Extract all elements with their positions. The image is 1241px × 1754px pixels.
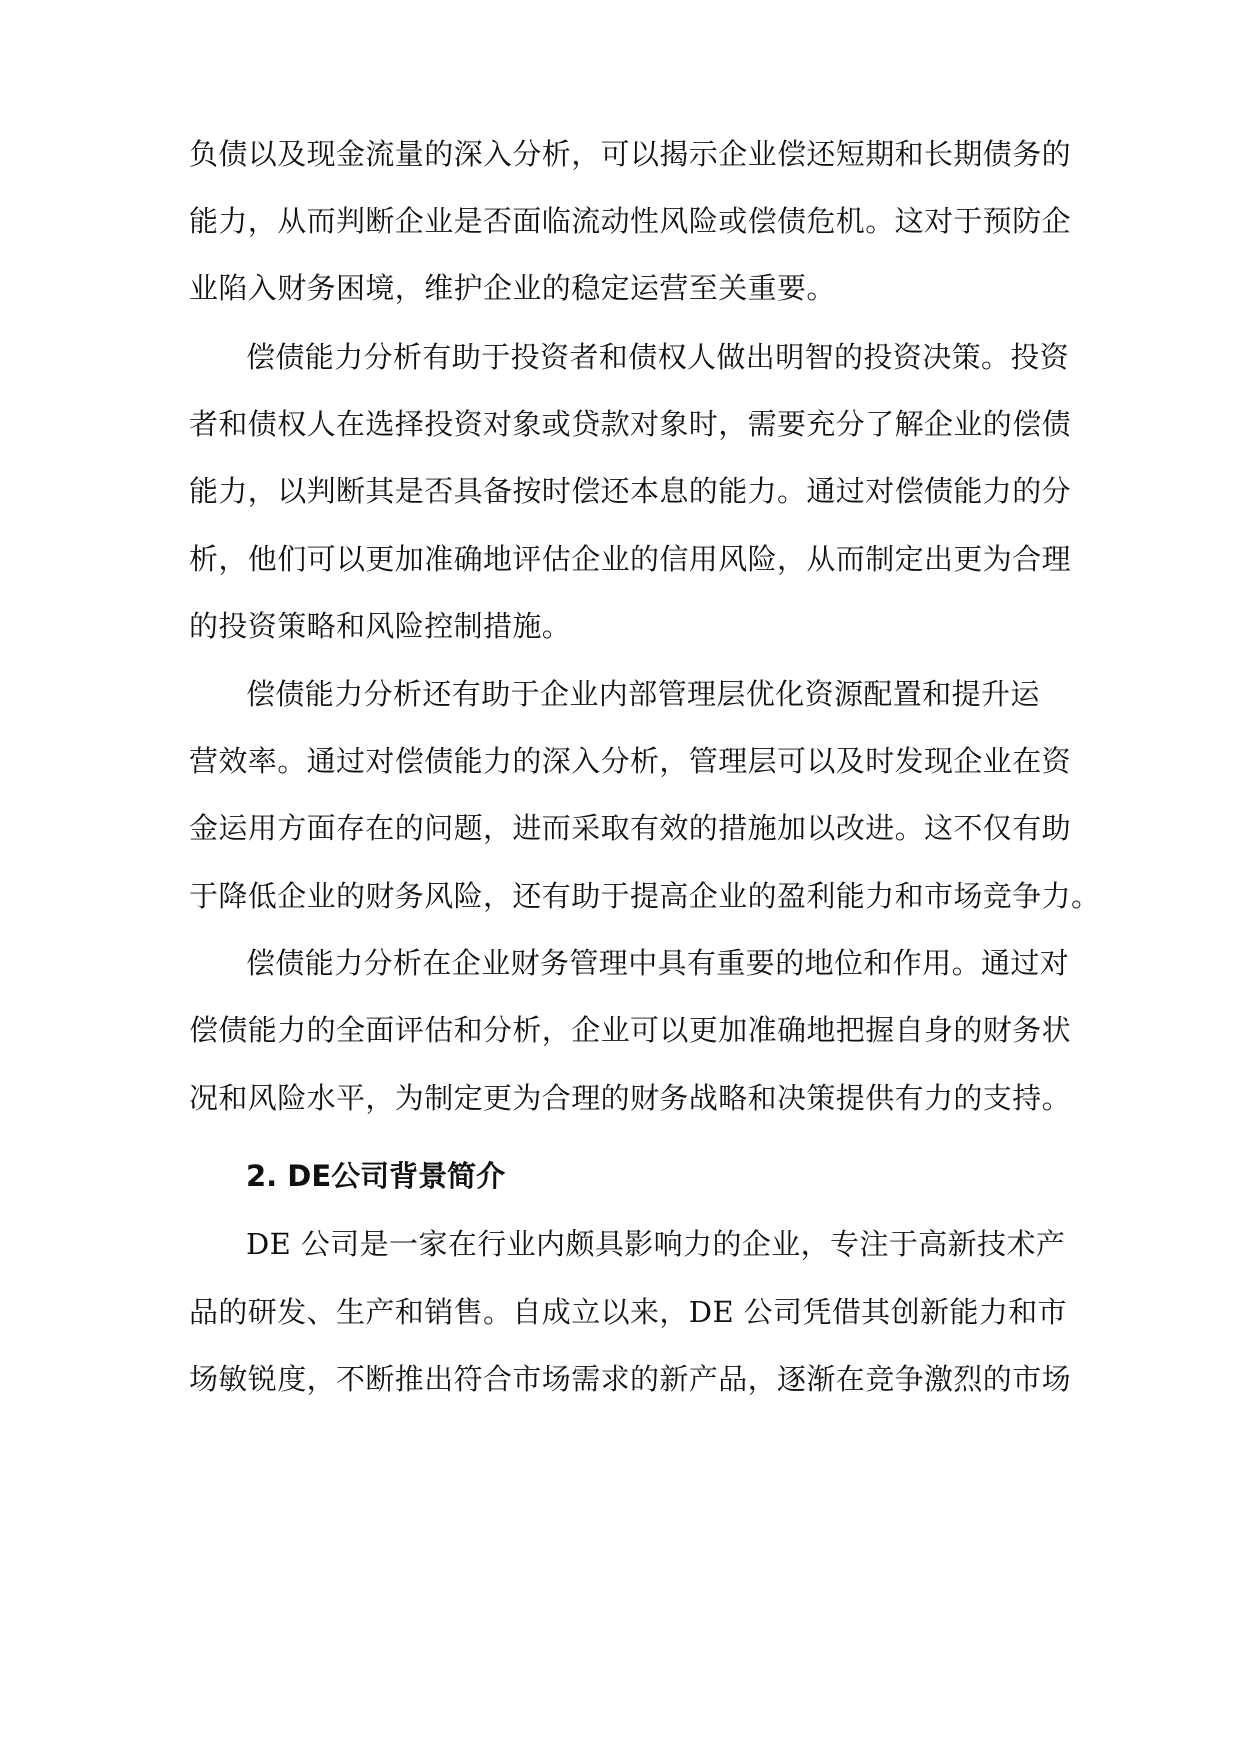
paragraph-line: 析，他们可以更加准确地评估企业的信用风险，从而制定出更为合理	[189, 542, 1072, 576]
paragraph-line: 业陷入财务困境，维护企业的稳定运营至关重要。	[189, 271, 836, 305]
paragraph-line: 偿债能力分析还有助于企业内部管理层优化资源配置和提升运	[246, 677, 1040, 711]
paragraph-line: 品的研发、生产和销售。自成立以来，DE 公司凭借其创新能力和市	[189, 1295, 1068, 1329]
paragraph-line: 于降低企业的财务风险，还有助于提高企业的盈利能力和市场竞争力。	[189, 879, 1101, 913]
paragraph-line: 负债以及现金流量的深入分析，可以揭示企业偿还短期和长期债务的	[189, 137, 1072, 171]
paragraph-line: 场敏锐度，不断推出符合市场需求的新产品，逐渐在竞争激烈的市场	[189, 1362, 1072, 1396]
paragraph-line: 的投资策略和风险控制措施。	[189, 609, 572, 643]
paragraph-line: 金运用方面存在的问题，进而采取有效的措施加以改进。这不仅有助	[189, 811, 1072, 845]
paragraph-line: DE 公司是一家在行业内颇具影响力的企业，专注于高新技术产	[246, 1227, 1066, 1261]
paragraph-line: 者和债权人在选择投资对象或贷款对象时，需要充分了解企业的偿债	[189, 407, 1072, 441]
section-heading: 2. DE公司背景简介	[246, 1159, 506, 1193]
paragraph-line: 况和风险水平，为制定更为合理的财务战略和决策提供有力的支持。	[189, 1081, 1072, 1115]
paragraph-line: 偿债能力分析有助于投资者和债权人做出明智的投资决策。投资	[246, 340, 1070, 374]
paragraph-line: 能力，从而判断企业是否面临流动性风险或偿债危机。这对于预防企	[189, 204, 1072, 238]
paragraph-line: 偿债能力分析在企业财务管理中具有重要的地位和作用。通过对	[246, 946, 1070, 980]
paragraph-line: 能力，以判断其是否具备按时偿还本息的能力。通过对偿债能力的分	[189, 474, 1072, 508]
paragraph-line: 营效率。通过对偿债能力的深入分析，管理层可以及时发现企业在资	[189, 744, 1072, 778]
paragraph-line: 偿债能力的全面评估和分析，企业可以更加准确地把握自身的财务状	[189, 1013, 1072, 1047]
